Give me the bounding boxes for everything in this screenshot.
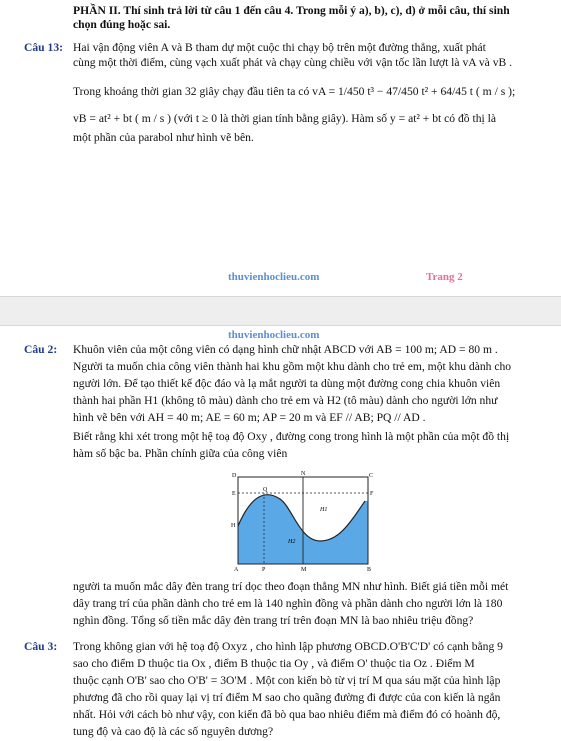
question-13-line-1: Hai vận động viên A và B tham dự một cuộc thi chạy bộ trên một đường thẳng, xuất phát	[73, 41, 486, 54]
section-title-line-1: PHẦN II. Thí sinh trả lời từ câu 1 đến câu 4. Trong mỗi ý a), b), c), d) ở mỗi câu, thí sinh	[73, 4, 510, 17]
question-13-label: Câu 13:	[24, 41, 63, 54]
label-p: P	[262, 567, 266, 571]
page-2	[0, 326, 561, 741]
label-e: E	[232, 491, 236, 497]
question-3-line-1: Trong không gian với hệ toạ độ Oxyz , cho hình lập phương OBCD.O'B'C'D' có cạnh bằng 9	[73, 640, 503, 653]
question-13-line-4: vB = at² + bt ( m / s ) (với t ≥ 0 là thời gian tính bằng giây). Hàm số y = at² + bt có đồ thị là	[73, 112, 496, 125]
question-3-line-6: tung độ và cao độ là các số nguyên dương?	[73, 725, 274, 738]
question-3-line-3: thuộc cạnh O'B' sao cho O'B' = 3O'M . Một con kiến bò từ vị trí M qua sáu mặt của hình lập	[73, 674, 501, 687]
question-3-line-4: phương đã cho rồi quay lại vị trí điểm M sao cho quãng đường đi được của con kiến là ngắn	[73, 691, 501, 704]
footer-site: thuvienhoclieu.com	[228, 271, 320, 283]
label-a: A	[234, 567, 239, 571]
question-2-line-1: Khuôn viên của một công viên có dạng hình chữ nhật ABCD với AB = 100 m; AD = 80 m .	[73, 343, 498, 356]
label-h: H	[231, 523, 236, 529]
label-d: D	[232, 473, 237, 479]
label-n: N	[301, 471, 306, 477]
label-h1: H1	[320, 507, 328, 513]
question-13-line-5: một phần của parabol như hình vẽ bên.	[73, 131, 254, 144]
question-2-line-2: Người ta muốn chia công viên thành hai khu gồm một khu dành cho trẻ em, một khu dành cho	[73, 360, 512, 373]
label-q: Q	[263, 487, 268, 493]
question-2-line-4: thành hai phần H1 (không tô màu) dành cho trẻ em và H2 (tô màu) dành cho người lớn như	[73, 394, 498, 407]
page-separator	[0, 296, 561, 326]
header-site: thuvienhoclieu.com	[228, 329, 320, 341]
label-f: F	[370, 491, 374, 497]
question-2-line-10: nghìn đồng. Tổng số tiền mắc dây đèn trang trí trên đoạn MN là bao nhiêu triệu đồng?	[73, 614, 474, 627]
question-2-line-5: hình vẽ bên với AH = 40 m; AE = 60 m; AP = 20 m và EF // AB; PQ // AD .	[73, 411, 426, 424]
label-h2: H2	[288, 539, 296, 545]
section-title-line-2: chọn đúng hoặc sai.	[73, 18, 171, 31]
label-m: M	[301, 567, 307, 571]
question-2-line-9: dây trang trí của phần dành cho trẻ em là 140 nghìn đồng và phần dành cho người lớn là 180	[73, 597, 503, 610]
question-3-label: Câu 3:	[24, 640, 58, 653]
question-2-line-6: Biết rằng khi xét trong một hệ toạ độ Oxy , đường cong trong hình là một phần của một đồ thị	[73, 430, 510, 443]
question-3-line-5: nhất. Hỏi với cách bò như vậy, con kiến đã bò qua bao nhiêu điểm mà điểm đó có hoành độ,	[73, 708, 501, 721]
footer-page-number: Trang 2	[426, 271, 463, 283]
question-2-line-8: người ta muốn mắc dây đèn trang trí dọc theo đoạn thẳng MN như hình. Biết giá tiền mỗi mét	[73, 580, 509, 593]
question-3-line-2: sao cho điểm D thuộc tia Ox , điểm B thuộc tia Oy , và điểm O' thuộc tia Oz . Điểm M	[73, 657, 475, 670]
question-2-line-7: hàm số bậc ba. Phần chính giữa của công viên	[73, 447, 288, 460]
label-b: B	[367, 567, 372, 571]
question-2-line-3: người lớn. Để tạo thiết kế độc đáo và lạ mắt người ta dùng một đường cong chia khuôn viên	[73, 377, 501, 390]
page-1	[0, 0, 561, 296]
label-c: C	[369, 473, 374, 479]
question-2-label: Câu 2:	[24, 343, 58, 356]
park-figure	[228, 471, 378, 571]
question-13-line-3: Trong khoảng thời gian 32 giây chạy đầu tiên ta có vA = 1/450 t³ − 47/450 t² + 64/45 t ( m / s );	[73, 85, 516, 98]
question-13-line-2: cùng một thời điểm, cùng vạch xuất phát và chạy cùng chiều với vận tốc lần lượt là vA và vB .	[73, 56, 513, 69]
